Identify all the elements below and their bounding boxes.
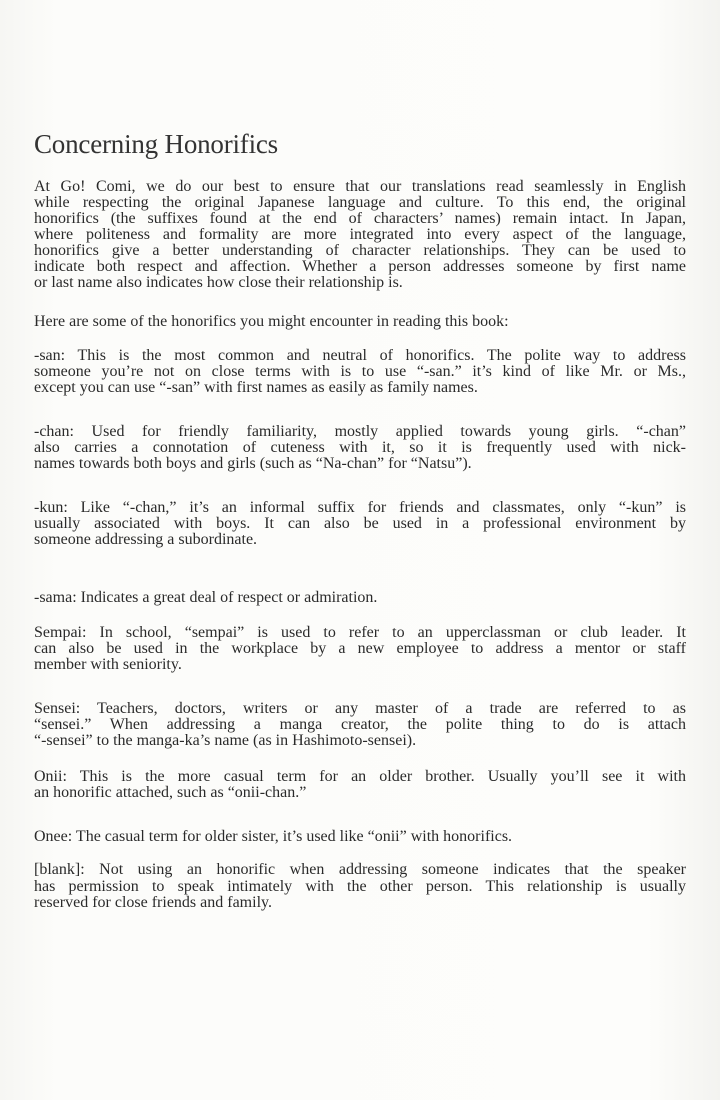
text-line: -san: This is the most common and neutral of honorifics. The polite way to address <box>34 347 686 364</box>
text-line: also carries a connotation of cuteness with it, so it is frequently used with nick- <box>34 439 686 456</box>
paragraph <box>34 500 686 548</box>
text-line: Here are some of the honorifics you might encounter in reading this book: <box>34 313 509 330</box>
text-line: Onii: This is the more casual term for an older brother. Usually you’ll see it with <box>34 768 686 785</box>
paragraph <box>34 314 686 330</box>
text-line: an honorific attached, such as “onii-chan.” <box>34 784 307 801</box>
text-line: someone you’re not on close terms with is to use “-san.” it’s kind of like Mr. or Ms., <box>34 363 686 380</box>
text-line: “sensei.” When addressing a manga creator, the polite thing to do is attach <box>34 716 686 733</box>
text-line: Sempai: In school, “sempai” is used to refer to an upperclassman or club leader. It <box>34 624 686 641</box>
text-line: names towards both boys and girls (such as “Na-chan” for “Natsu”). <box>34 455 472 472</box>
text-line: or last name also indicates how close their relationship is. <box>34 274 403 291</box>
text-line: can also be used in the workplace by a new employee to address a mentor or staff <box>34 640 686 657</box>
paragraph <box>34 769 686 801</box>
paragraph <box>34 179 686 291</box>
text-line: while respecting the original Japanese language and culture. To this end, the original <box>34 194 686 211</box>
paragraph <box>34 625 686 673</box>
text-line: usually associated with boys. It can also be used in a professional environment by <box>34 515 686 532</box>
paragraph <box>34 829 686 845</box>
text-line: someone addressing a subordinate. <box>34 531 258 548</box>
paragraph <box>34 862 686 912</box>
text-line: honorifics (the suffixes found at the end of characters’ names) remain intact. In Japan, <box>34 210 686 227</box>
text-line: [blank]: Not using an honorific when addressing someone indicates that the speaker <box>34 861 686 878</box>
page-title: Concerning Honorifics <box>34 129 278 159</box>
text-line: “-sensei” to the manga-ka’s name (as in Hashimoto-sensei). <box>34 732 417 749</box>
text-line: -chan: Used for friendly familiarity, mostly applied towards young girls. “-chan” <box>34 423 686 440</box>
text-line: honorifics give a better understanding of character relationships. They can be used to <box>34 242 686 259</box>
text-line: At Go! Comi, we do our best to ensure that our translations read seamlessly in English <box>34 178 686 195</box>
text-line: except you can use “-san” with first names as easily as family names. <box>34 379 478 396</box>
text-line: Sensei: Teachers, doctors, writers or any master of a trade are referred to as <box>34 700 686 717</box>
paragraph <box>34 348 686 396</box>
paragraph <box>34 701 686 749</box>
text-line: -sama: Indicates a great deal of respect or admiration. <box>34 589 378 606</box>
text-line: Onee: The casual term for older sister, it’s used like “onii” with honorifics. <box>34 828 513 845</box>
text-line: -kun: Like “-chan,” it’s an informal suffix for friends and classmates, only “-kun” is <box>34 499 686 516</box>
text-line: has permission to speak intimately with the other person. This relationship is usually <box>34 877 686 895</box>
text-line: reserved for close friends and family. <box>34 894 272 911</box>
paragraph <box>34 424 686 472</box>
paragraph <box>34 590 686 606</box>
text-line: where politeness and formality are more integrated into every aspect of the language, <box>34 226 686 243</box>
text-line: indicate both respect and affection. Whether a person addresses someone by first name <box>34 258 686 275</box>
text-line: member with seniority. <box>34 656 182 673</box>
